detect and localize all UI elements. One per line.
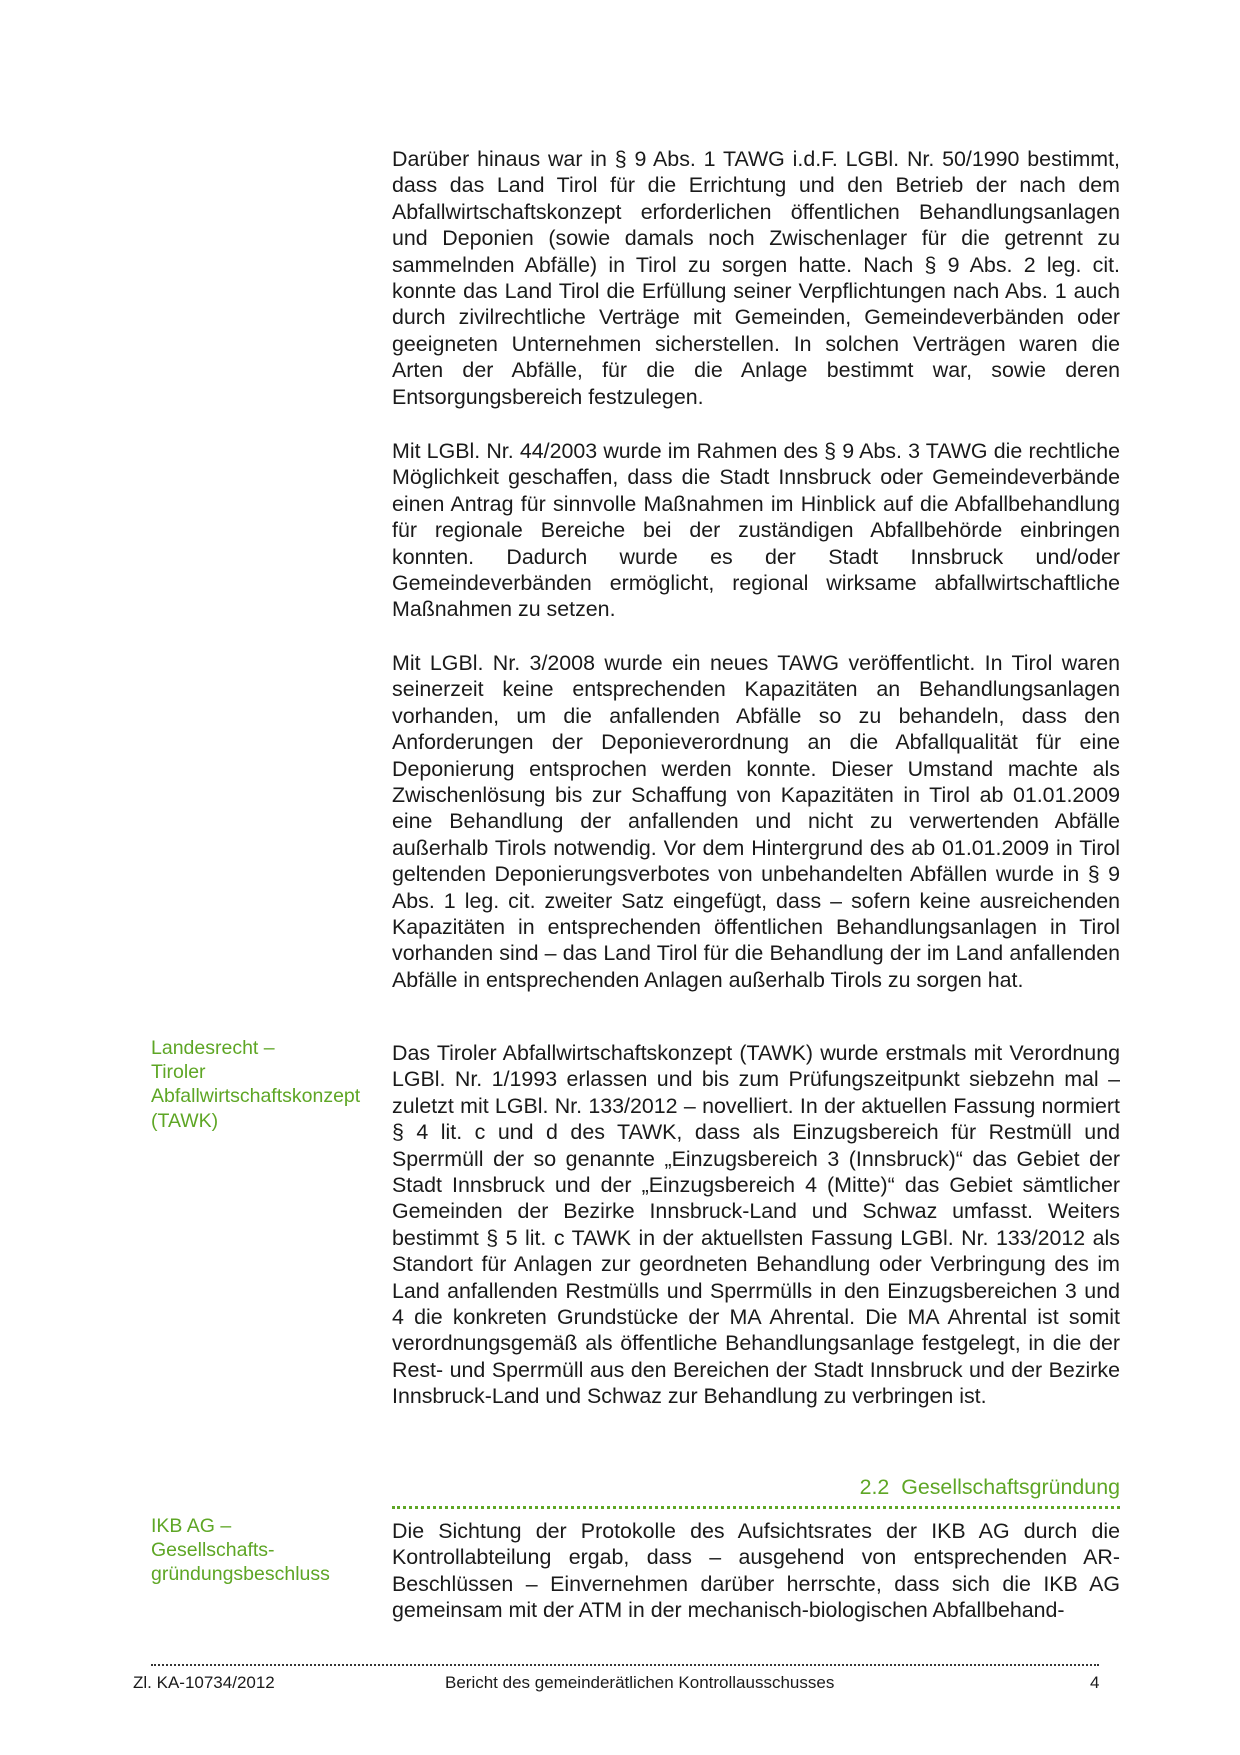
footer-divider	[151, 1664, 1099, 1666]
margin-note-line: (TAWK)	[151, 1109, 219, 1132]
margin-note-line: Tiroler	[151, 1061, 206, 1084]
margin-note-line: Abfallwirtschaftskonzept	[151, 1085, 361, 1108]
paragraph-tawg-1990: Darüber hinaus war in § 9 Abs. 1 TAWG i.d.F. LGBl. Nr. 50/1990 bestimmt, dass das Land Tirol für die Errichtung und den Betrieb der nach dem Abfallwirtschaftskonzept erforderlichen öffentlichen Behandlungsanlagen und Deponien (sowie damals noch Zwischenlager für die getrennt zu sammelnden Abfälle) in Tirol zu sorgen hatte. Nach § 9 Abs. 2 leg. cit. konnte das Land Tirol die Erfüllung seiner Verpflichtungen nach Abs. 1 auch durch zivilrechtliche Verträge mit Gemeinden, Gemeindeverbänden oder geeigneten Unternehmen sicherstellen. In solchen Verträgen waren die Arten der Abfälle, für die die Anlage bestimmt war, sowie deren Entsorgungsbereich festzulegen.	[392, 147, 1120, 409]
section-number: 2.2	[859, 1475, 890, 1499]
margin-note-line: IKB AG –	[151, 1515, 232, 1537]
paragraph-tawk: Das Tiroler Abfallwirtschaftskonzept (TAWK) wurde erstmals mit Verordnung LGBl. Nr. 1/1993 erlassen und bis zum Prüfungszeitpunkt siebzehn mal – zuletzt mit LGBl. Nr. 133/2012 – novelliert. In der aktuellen Fassung normiert § 4 lit. c und d des TAWK, dass als Einzugsbereich für Restmüll und Sperrmüll der so genannte „Einzugsbereich 3 (Innsbruck)“ das Gebiet der Stadt Innsbruck und der „Einzugsbereich 4 (Mitte)“ das Gebiet sämtlicher Gemeinden der Bezirke Innsbruck-Land und Schwaz umfasst. Weiters bestimmt § 5 lit. c TAWK in der aktuellsten Fassung LGBl. Nr. 133/2012 als Standort für Anlagen zur geordneten Behandlung oder Verbringung des im Land anfallenden Restmülls und Sperrmülls in den Einzugsbereichen 3 und 4 die konkreten Grundstücke der MA Ahrental. Die MA Ahrental ist somit verordnungsgemäß als öffentliche Behandlungsanlage festgelegt, in die der Rest- und Sperrmüll aus den Bereichen der Stadt Innsbruck und der Bezirke Innsbruck-Land und Schwaz zur Behandlung zu verbringen ist.	[392, 1041, 1120, 1409]
margin-note-tawk	[151, 1036, 381, 1133]
footer-reference: Zl. KA-10734/2012	[133, 1673, 275, 1692]
section-title: Gesellschaftsgründung	[901, 1475, 1120, 1499]
margin-note-line: gründungsbeschluss	[151, 1563, 330, 1586]
section-divider	[392, 1506, 1120, 1509]
margin-note-ikb	[151, 1514, 381, 1587]
page-number: 4	[1090, 1673, 1100, 1692]
section-heading	[392, 1473, 1120, 1501]
margin-note-line: Gesellschafts-	[151, 1539, 275, 1562]
footer-report-title: Bericht des gemeinderätlichen Kontrollausschusses	[445, 1673, 835, 1692]
paragraph-ikb: Die Sichtung der Protokolle des Aufsichtsrates der IKB AG durch die Kontrollabteilung ergab, dass – ausgehend von entsprechenden AR-Beschlüssen – Einvernehmen darüber herrschte, dass sich die IKB AG gemeinsam mit der ATM in der mechanisch-biologischen Abfallbehand-	[392, 1519, 1120, 1623]
paragraph-lgbl-2008: Mit LGBl. Nr. 3/2008 wurde ein neues TAWG veröffentlicht. In Tirol waren seinerzeit keine entsprechenden Kapazitäten an Behandlungsanlagen vorhanden, um die anfallenden Abfälle so zu behandeln, dass den Anforderungen der Deponieverordnung an die Abfallqualität für eine Deponierung entsprochen werden konnte. Dieser Umstand machte als Zwischenlösung bis zur Schaffung von Kapazitäten in Tirol ab 01.01.2009 eine Behandlung der anfallenden und nicht zu verwertenden Abfälle außerhalb Tirols notwendig. Vor dem Hintergrund des ab 01.01.2009 in Tirol geltenden Deponierungsverbotes von unbehandelten Abfällen wurde in § 9 Abs. 1 leg. cit. zweiter Satz eingefügt, dass – sofern keine ausreichenden Kapazitäten in entsprechenden öffentlichen Behandlungsanlagen in Tirol vorhanden sind – das Land Tirol für die Behandlung der im Land anfallenden Abfälle in entsprechenden Anlagen außerhalb Tirols zu sorgen hat.	[392, 651, 1120, 992]
paragraph-lgbl-2003: Mit LGBl. Nr. 44/2003 wurde im Rahmen des § 9 Abs. 3 TAWG die rechtliche Möglichkeit geschaffen, dass die Stadt Innsbruck oder Gemeindeverbände einen Antrag für sinnvolle Maßnahmen im Hinblick auf die Abfallbehandlung für regionale Bereiche bei der zuständigen Abfallbehörde einbringen konnten. Dadurch wurde es der Stadt Innsbruck und/oder Gemeindeverbänden ermöglicht, regional wirksame abfallwirtschaftliche Maßnahmen zu setzen.	[392, 439, 1120, 622]
margin-note-line: Landesrecht –	[151, 1037, 275, 1059]
